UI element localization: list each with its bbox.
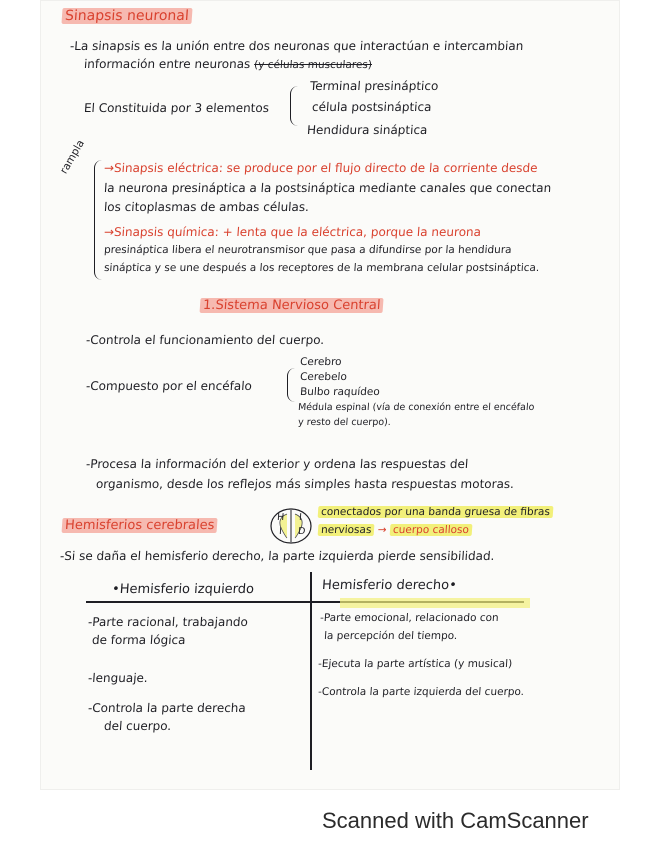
left-item-1b: de forma lógica	[91, 633, 187, 647]
right-item-2: -Ejecuta la parte artística (y musical)	[317, 658, 513, 670]
brain-letter: I	[278, 526, 283, 537]
title-text: Sinapsis neuronal	[61, 8, 192, 24]
constituted-brace	[290, 86, 305, 126]
hemispheres-title-text: Hemisferios cerebrales	[62, 518, 218, 533]
composed-item: Cerebro	[299, 356, 342, 368]
chemical-line-1	[103, 224, 481, 240]
section-title	[199, 298, 384, 314]
connected-line-1-text: conectados por una banda gruesa de fibras	[318, 506, 554, 518]
electric-line-1-text: →Sinapsis eléctrica: se produce por el flujo directo de la corriente desde	[103, 161, 539, 175]
constituted-item: Terminal presináptico	[309, 79, 439, 93]
damage-line: -Si se daña el hemisferio derecho, la parte izquierda pierde sensibilidad.	[59, 549, 495, 563]
chemical-line-3: sináptica y se une después a los receptores de la membrana celular postsináptica.	[103, 262, 540, 274]
table-vertical-rule	[310, 572, 312, 770]
left-item-1a: -Parte racional, trabajando	[87, 615, 249, 629]
callosum-text: cuerpo calloso	[389, 524, 472, 536]
page-title	[61, 8, 192, 24]
right-item-1a: -Parte emocional, relacionado con	[319, 612, 500, 624]
process-line-2: organismo, desde los reflejos más simples hasta respuestas motoras.	[95, 477, 515, 491]
brain-letter: H	[276, 512, 285, 523]
intro-line-2	[83, 56, 372, 72]
section-title-text: 1.Sistema Nervioso Central	[200, 298, 384, 313]
constituted-label: El Constituida por 3 elementos	[83, 101, 270, 115]
connected-nervous-text: nerviosas	[318, 524, 375, 536]
brain-letter: I	[298, 512, 303, 523]
constituted-item: Hendidura sináptica	[306, 123, 428, 137]
intro-struck-text: (y células musculares)	[253, 59, 373, 71]
yellow-highlight-stroke	[340, 598, 530, 608]
connected-line-1	[318, 506, 554, 519]
hemispheres-title	[61, 518, 217, 534]
brain-letter: D	[297, 526, 306, 537]
electric-line-3: los citoplasmas de ambas células.	[103, 200, 310, 214]
composed-item: Bulbo raquídeo	[299, 386, 381, 398]
left-item-2: -lenguaje.	[87, 671, 149, 685]
left-item-3a: -Controla la parte derecha	[87, 701, 247, 715]
scanner-watermark: Scanned with CamScanner	[322, 808, 589, 833]
right-hemisphere-head: Hemisferio derecho•	[321, 578, 458, 593]
composed-brace	[287, 368, 298, 402]
chemical-line-2: presináptica libera el neurotransmisor que pasa a difundirse por la hendidura	[103, 244, 512, 256]
composed-marrow-2: y resto del cuerpo).	[297, 417, 392, 428]
left-item-3b: del cuerpo.	[103, 719, 172, 733]
synapse-types-bracket	[94, 160, 105, 280]
constituted-item: célula postsináptica	[311, 100, 432, 114]
margin-note: rampla	[58, 137, 87, 176]
right-item-1b: la percepción del tiempo.	[323, 630, 458, 642]
process-line-1: -Procesa la información del exterior y ordena las respuestas del	[85, 457, 469, 471]
composed-marrow-1: Médula espinal (vía de conexión entre el encéfalo	[297, 402, 535, 413]
connected-line-2	[318, 524, 473, 537]
right-item-3: -Controla la parte izquierda del cuerpo.	[317, 686, 525, 698]
intro-line-1: -La sinapsis es la unión entre dos neuronas que interactúan e intercambian	[69, 39, 524, 53]
composed-item: Cerebelo	[299, 371, 348, 383]
left-hemisphere-head: •Hemisferio izquierdo	[111, 582, 255, 597]
intro-line-2-text: información entre neuronas	[83, 57, 251, 71]
electric-line-1	[103, 160, 538, 176]
composed-label: -Compuesto por el encéfalo	[85, 379, 253, 393]
electric-line-2: la neurona presináptica a la postsináptica mediante canales que conectan	[103, 181, 552, 195]
controls-line: -Controla el funcionamiento del cuerpo.	[85, 333, 325, 347]
brain-sketch-icon	[268, 506, 314, 546]
arrow-icon: →	[377, 524, 387, 536]
chemical-line-1-text: →Sinapsis química: + lenta que la eléctrica, porque la neurona	[103, 225, 482, 239]
